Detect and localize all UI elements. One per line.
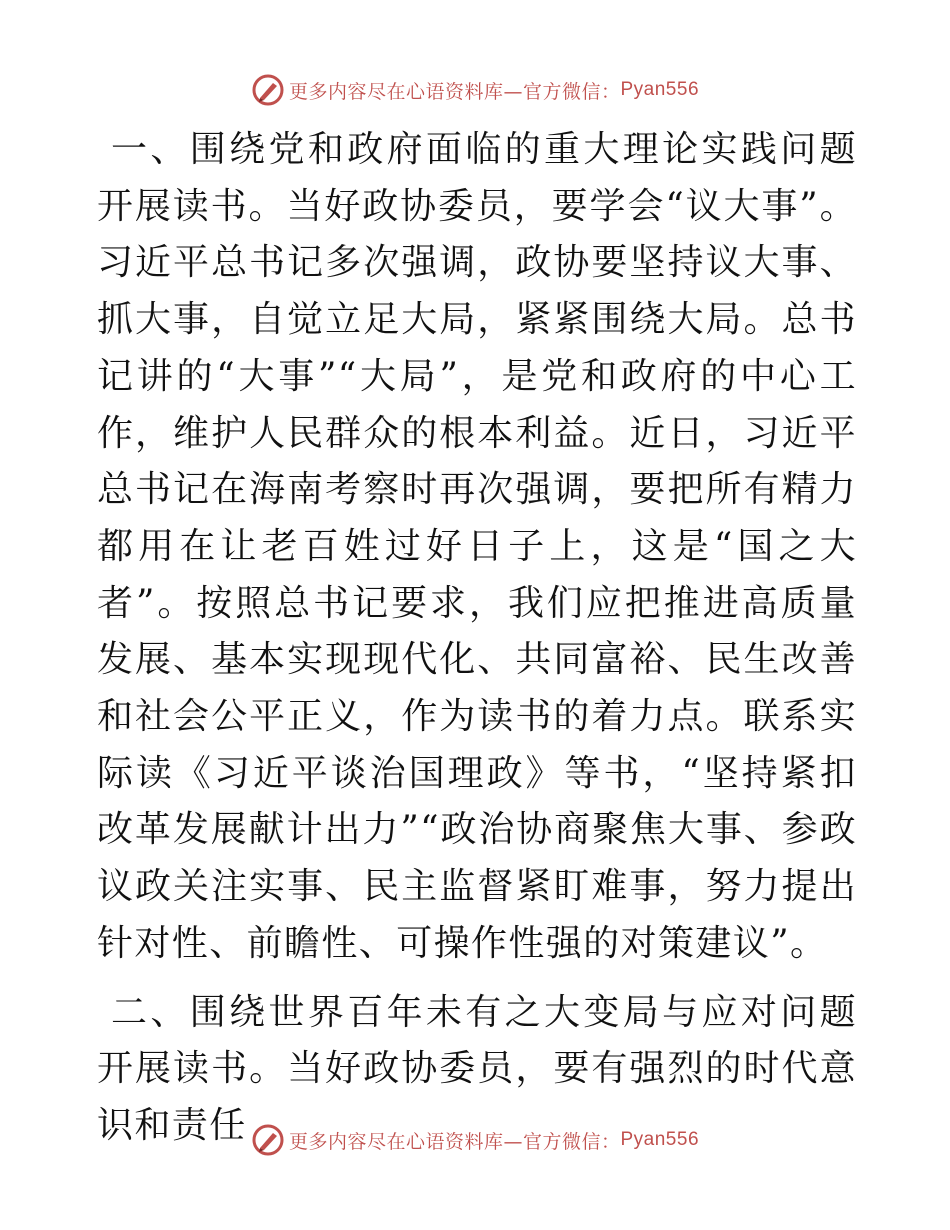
banner-text: 更多内容尽在心语资料库—官方微信：: [288, 80, 621, 103]
wechat-id: Pyan556: [620, 1129, 700, 1150]
paragraph-2: 二、围绕世界百年未有之大变局与应对问题开展读书。当好政协委员，要有强烈的时代意识和责任: [97, 991, 857, 1146]
pen-circle-logo-icon: [251, 1123, 285, 1157]
wechat-id: Pyan556: [620, 79, 700, 100]
header-watermark-banner: [0, 70, 950, 110]
paragraph-1: 一、围绕党和政府面临的重大理论实践问题开展读书。当好政协委员，要学会“议大事”。习近平总书记多次强调，政协要坚持议大事、抓大事，自觉立足大局，紧紧围绕大局。总书记讲的“大事”“大局”，是党和政府的中心工作，维护人民群众的根本利益。近日，习近平总书记在海南考察时再次强调，要把所有精力都用在让老百姓过好日子上，这是“国之大者”。按照总书记要求，我们应把推进高质量发展、基本实现现代化、共同富裕、民生改善和社会公平正义，作为读书的着力点。联系实际读《习近平谈治国理政》等书，“坚持紧扣改革发展献计出力”“政治协商聚焦大事、参政议政关注实事、民主监督紧盯难事，努力提出针对性、前瞻性、可操作性强的对策建议”。: [97, 129, 857, 964]
document-body: [97, 122, 857, 1155]
pen-circle-logo-icon: [251, 73, 285, 107]
banner-text: 更多内容尽在心语资料库—官方微信：: [288, 1130, 621, 1153]
footer-watermark-banner: [0, 1120, 950, 1160]
